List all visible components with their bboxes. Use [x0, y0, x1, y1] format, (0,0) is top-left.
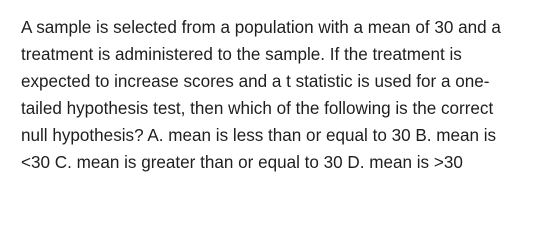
question-line: <30 C. mean is greater than or equal to 30 D. mean is >30	[21, 153, 463, 172]
question-line: tailed hypothesis test, then which of the following is the correct	[21, 99, 494, 118]
question-line: treatment is administered to the sample. If the treatment is	[21, 45, 462, 64]
question-text	[21, 14, 541, 176]
question-line: expected to increase scores and a t statistic is used for a one-	[21, 72, 490, 91]
question-line: null hypothesis? A. mean is less than or equal to 30 B. mean is	[21, 126, 497, 145]
question-line: A sample is selected from a population with a mean of 30 and a	[21, 18, 501, 37]
